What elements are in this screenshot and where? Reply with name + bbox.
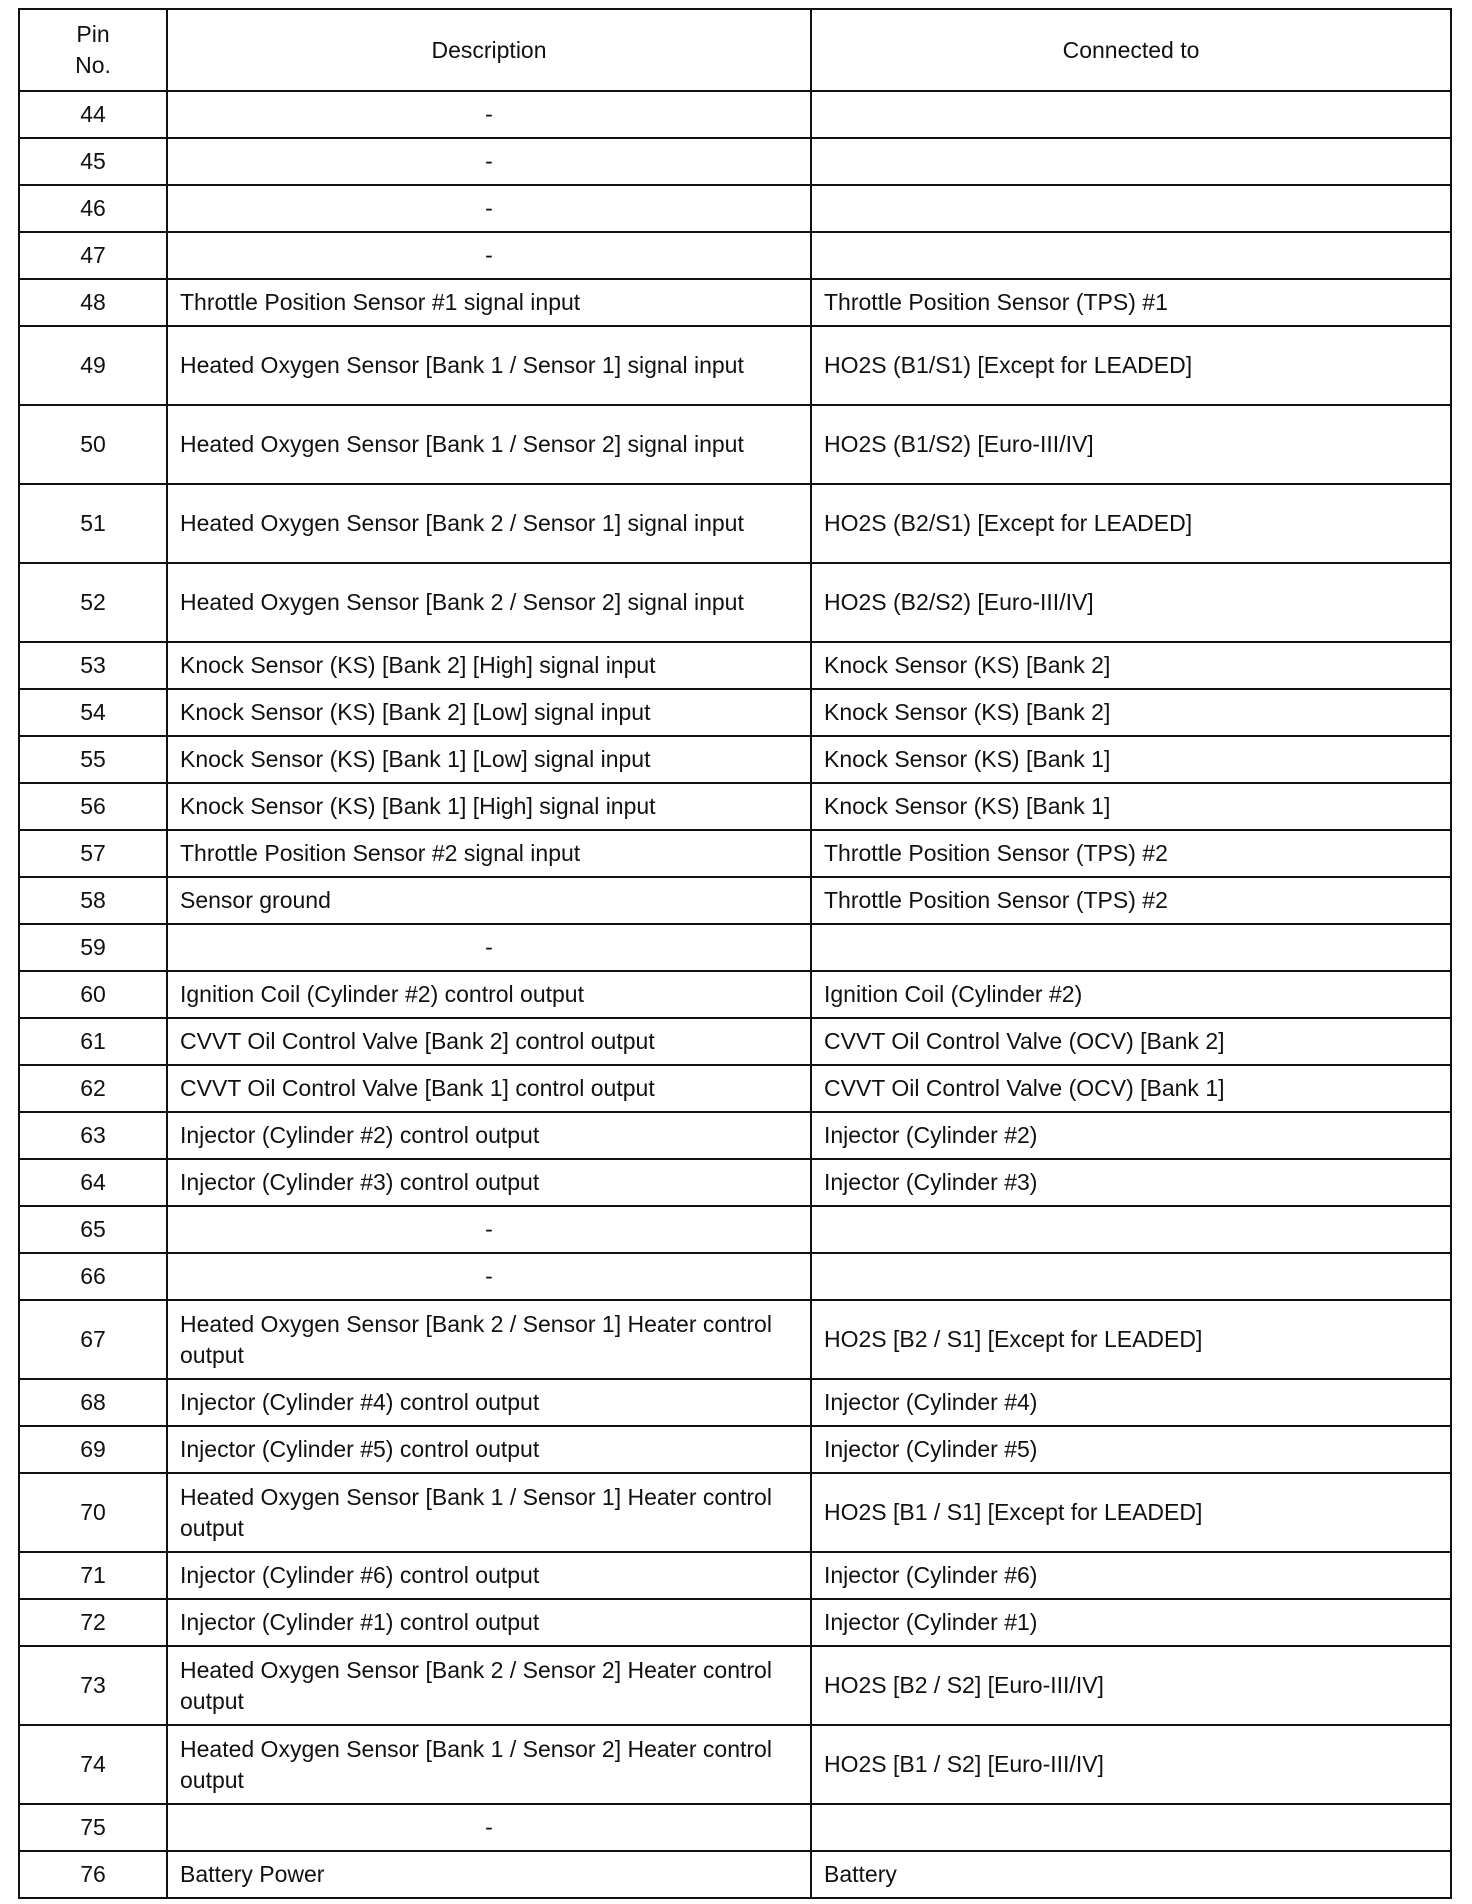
pin-cell: 58 <box>19 877 167 924</box>
table-row <box>19 326 1451 405</box>
description-cell: Injector (Cylinder #4) control output <box>167 1379 811 1426</box>
pin-cell: 59 <box>19 924 167 971</box>
table-row <box>19 563 1451 642</box>
header-pin: Pin No. <box>19 9 167 91</box>
description-cell: Injector (Cylinder #5) control output <box>167 1426 811 1473</box>
connected-cell: HO2S (B2/S1) [Except for LEADED] <box>811 484 1451 563</box>
description-cell: Heated Oxygen Sensor [Bank 2 / Sensor 2] signal input <box>167 563 811 642</box>
description-cell: Throttle Position Sensor #1 signal input <box>167 279 811 326</box>
connected-cell: Throttle Position Sensor (TPS) #1 <box>811 279 1451 326</box>
table-row <box>19 830 1451 877</box>
table-row <box>19 736 1451 783</box>
pin-cell: 46 <box>19 185 167 232</box>
table-row <box>19 1646 1451 1725</box>
pin-cell: 61 <box>19 1018 167 1065</box>
pin-cell: 54 <box>19 689 167 736</box>
pin-cell: 71 <box>19 1552 167 1599</box>
pin-cell: 48 <box>19 279 167 326</box>
table-row <box>19 1253 1451 1300</box>
connected-cell <box>811 91 1451 138</box>
description-cell: Heated Oxygen Sensor [Bank 1 / Sensor 1] Heater control output <box>167 1473 811 1552</box>
pin-cell: 73 <box>19 1646 167 1725</box>
connected-cell: HO2S [B2 / S1] [Except for LEADED] <box>811 1300 1451 1379</box>
connected-cell: Knock Sensor (KS) [Bank 2] <box>811 642 1451 689</box>
table-row <box>19 1159 1451 1206</box>
table-row <box>19 783 1451 830</box>
table-row <box>19 1065 1451 1112</box>
connected-cell: Injector (Cylinder #2) <box>811 1112 1451 1159</box>
pin-cell: 72 <box>19 1599 167 1646</box>
table-row <box>19 91 1451 138</box>
pin-cell: 50 <box>19 405 167 484</box>
connected-cell <box>811 1206 1451 1253</box>
table-row <box>19 232 1451 279</box>
description-cell: Throttle Position Sensor #2 signal input <box>167 830 811 877</box>
description-cell: Heated Oxygen Sensor [Bank 1 / Sensor 1] signal input <box>167 326 811 405</box>
description-cell: - <box>167 924 811 971</box>
pin-cell: 47 <box>19 232 167 279</box>
header-description: Description <box>167 9 811 91</box>
connected-cell: Injector (Cylinder #1) <box>811 1599 1451 1646</box>
pin-cell: 51 <box>19 484 167 563</box>
description-cell: Injector (Cylinder #1) control output <box>167 1599 811 1646</box>
description-cell: - <box>167 1253 811 1300</box>
table-row <box>19 1300 1451 1379</box>
connected-cell: Throttle Position Sensor (TPS) #2 <box>811 830 1451 877</box>
table-row <box>19 1804 1451 1851</box>
table-row <box>19 1379 1451 1426</box>
connected-cell: HO2S [B1 / S1] [Except for LEADED] <box>811 1473 1451 1552</box>
pin-cell: 56 <box>19 783 167 830</box>
connected-cell <box>811 1804 1451 1851</box>
description-cell: Injector (Cylinder #2) control output <box>167 1112 811 1159</box>
header-connected: Connected to <box>811 9 1451 91</box>
description-cell: Heated Oxygen Sensor [Bank 2 / Sensor 1] signal input <box>167 484 811 563</box>
pin-cell: 68 <box>19 1379 167 1426</box>
description-cell: CVVT Oil Control Valve [Bank 1] control output <box>167 1065 811 1112</box>
pin-cell: 65 <box>19 1206 167 1253</box>
table-row <box>19 185 1451 232</box>
table-row <box>19 1599 1451 1646</box>
table-row <box>19 1206 1451 1253</box>
pin-cell: 53 <box>19 642 167 689</box>
table-row <box>19 138 1451 185</box>
table-row <box>19 924 1451 971</box>
connected-cell: Battery <box>811 1851 1451 1898</box>
pin-cell: 70 <box>19 1473 167 1552</box>
table-row <box>19 1851 1451 1898</box>
pin-cell: 57 <box>19 830 167 877</box>
pin-cell: 62 <box>19 1065 167 1112</box>
table-row <box>19 1426 1451 1473</box>
table-row <box>19 1473 1451 1552</box>
connected-cell: Injector (Cylinder #6) <box>811 1552 1451 1599</box>
table-row <box>19 405 1451 484</box>
connected-cell: Injector (Cylinder #3) <box>811 1159 1451 1206</box>
connected-cell: HO2S [B2 / S2] [Euro-III/IV] <box>811 1646 1451 1725</box>
table-row <box>19 484 1451 563</box>
description-cell: Knock Sensor (KS) [Bank 2] [High] signal input <box>167 642 811 689</box>
description-cell: Heated Oxygen Sensor [Bank 2 / Sensor 1] Heater control output <box>167 1300 811 1379</box>
connected-cell <box>811 185 1451 232</box>
description-cell: Knock Sensor (KS) [Bank 1] [High] signal input <box>167 783 811 830</box>
table-row <box>19 689 1451 736</box>
pin-table <box>18 8 1452 1899</box>
connected-cell: HO2S (B2/S2) [Euro-III/IV] <box>811 563 1451 642</box>
pin-cell: 74 <box>19 1725 167 1804</box>
pin-cell: 55 <box>19 736 167 783</box>
connected-cell: HO2S (B1/S1) [Except for LEADED] <box>811 326 1451 405</box>
connected-cell: CVVT Oil Control Valve (OCV) [Bank 1] <box>811 1065 1451 1112</box>
description-cell: Knock Sensor (KS) [Bank 2] [Low] signal input <box>167 689 811 736</box>
table-row <box>19 279 1451 326</box>
connected-cell: HO2S (B1/S2) [Euro-III/IV] <box>811 405 1451 484</box>
pin-cell: 63 <box>19 1112 167 1159</box>
connected-cell: Injector (Cylinder #5) <box>811 1426 1451 1473</box>
connected-cell <box>811 924 1451 971</box>
description-cell: Heated Oxygen Sensor [Bank 1 / Sensor 2] Heater control output <box>167 1725 811 1804</box>
pin-cell: 52 <box>19 563 167 642</box>
connected-cell: Injector (Cylinder #4) <box>811 1379 1451 1426</box>
pin-cell: 69 <box>19 1426 167 1473</box>
connected-cell: Knock Sensor (KS) [Bank 1] <box>811 783 1451 830</box>
description-cell: - <box>167 91 811 138</box>
description-cell: - <box>167 232 811 279</box>
pin-cell: 66 <box>19 1253 167 1300</box>
pin-cell: 64 <box>19 1159 167 1206</box>
connected-cell <box>811 1253 1451 1300</box>
pin-cell: 44 <box>19 91 167 138</box>
description-cell: - <box>167 1804 811 1851</box>
connected-cell: Knock Sensor (KS) [Bank 2] <box>811 689 1451 736</box>
description-cell: Heated Oxygen Sensor [Bank 1 / Sensor 2] signal input <box>167 405 811 484</box>
description-cell: Knock Sensor (KS) [Bank 1] [Low] signal input <box>167 736 811 783</box>
description-cell: Injector (Cylinder #3) control output <box>167 1159 811 1206</box>
table-row <box>19 877 1451 924</box>
connected-cell <box>811 138 1451 185</box>
description-cell: Battery Power <box>167 1851 811 1898</box>
connected-cell: HO2S [B1 / S2] [Euro-III/IV] <box>811 1725 1451 1804</box>
connected-cell: Throttle Position Sensor (TPS) #2 <box>811 877 1451 924</box>
table-row <box>19 971 1451 1018</box>
pin-cell: 67 <box>19 1300 167 1379</box>
table-row <box>19 1725 1451 1804</box>
connected-cell: Knock Sensor (KS) [Bank 1] <box>811 736 1451 783</box>
connected-cell: CVVT Oil Control Valve (OCV) [Bank 2] <box>811 1018 1451 1065</box>
description-cell: - <box>167 1206 811 1253</box>
pin-cell: 76 <box>19 1851 167 1898</box>
pin-cell: 60 <box>19 971 167 1018</box>
table-row <box>19 1112 1451 1159</box>
description-cell: - <box>167 138 811 185</box>
description-cell: Injector (Cylinder #6) control output <box>167 1552 811 1599</box>
pin-cell: 45 <box>19 138 167 185</box>
description-cell: Sensor ground <box>167 877 811 924</box>
table-row <box>19 1018 1451 1065</box>
pin-cell: 49 <box>19 326 167 405</box>
description-cell: Heated Oxygen Sensor [Bank 2 / Sensor 2] Heater control output <box>167 1646 811 1725</box>
description-cell: - <box>167 185 811 232</box>
connected-cell: Ignition Coil (Cylinder #2) <box>811 971 1451 1018</box>
table-row <box>19 1552 1451 1599</box>
table-row <box>19 642 1451 689</box>
connected-cell <box>811 232 1451 279</box>
description-cell: CVVT Oil Control Valve [Bank 2] control output <box>167 1018 811 1065</box>
description-cell: Ignition Coil (Cylinder #2) control output <box>167 971 811 1018</box>
header-row <box>19 9 1451 91</box>
pin-cell: 75 <box>19 1804 167 1851</box>
